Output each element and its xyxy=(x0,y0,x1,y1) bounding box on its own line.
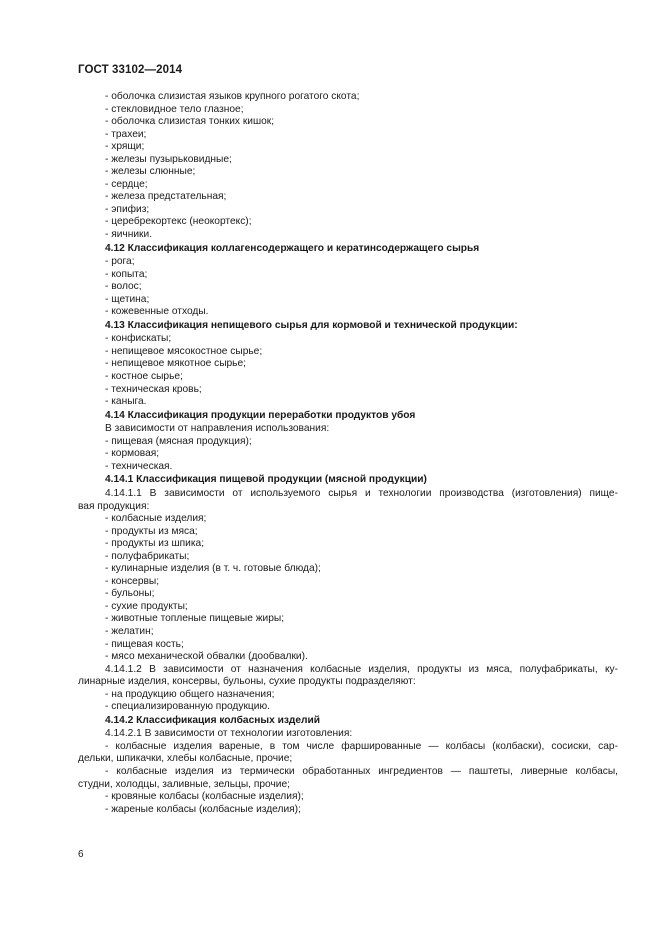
paragraph-continuation: дельки, шпикачки, хлебы колбасные, прочие; xyxy=(78,753,293,765)
paragraph-continuation: студни, холодцы, заливные, зельцы, прочие; xyxy=(78,778,290,790)
list-item: - консервы; xyxy=(105,575,160,587)
list-item: - трахеи; xyxy=(105,128,147,140)
list-item: - полуфабрикаты; xyxy=(105,550,190,562)
list-item: - кожевенные отходы. xyxy=(105,306,209,318)
paragraph-continuation: линарные изделия, консервы, бульоны, сухие продукты подразделяют: xyxy=(78,676,416,688)
document-header-title: ГОСТ 33102—2014 xyxy=(78,64,183,76)
list-item: - оболочка слизистая тонких кишок; xyxy=(105,116,275,128)
list-item: - оболочка слизистая языков крупного рогатого скота; xyxy=(105,91,360,102)
paragraph-line: В зависимости от направления использования: xyxy=(105,423,330,435)
document-body xyxy=(78,91,618,816)
section-heading: 4.14 Классификация продукции переработки продуктов убоя xyxy=(105,409,416,421)
list-item: - желатин; xyxy=(105,625,154,637)
list-item: - жареные колбасы (колбасные изделия); xyxy=(105,803,301,815)
list-item: - волос; xyxy=(105,281,142,293)
list-item: - сухие продукты; xyxy=(105,600,188,612)
list-item: - мясо механической обвалки (дообвалки). xyxy=(105,651,308,663)
list-item: - щетина; xyxy=(105,293,150,305)
section-heading: 4.13 Классификация непищевого сырья для кормовой и технической продукции: xyxy=(105,319,518,331)
list-item: - яичники. xyxy=(105,229,153,241)
list-item: - железы слюнные; xyxy=(105,166,196,178)
list-item: - животные топленые пищевые жиры; xyxy=(105,613,285,625)
list-item: - сердце; xyxy=(105,178,148,190)
list-item: - церебрекортекс (неокортекс); xyxy=(105,216,252,228)
paragraph-line: 4.14.1.2 В зависимости от назначения колбасные изделия, продукты из мяса, полуфабрикаты, ку- xyxy=(105,663,618,675)
list-item: - колбасные изделия; xyxy=(105,513,207,525)
section-heading: 4.14.2 Классификация колбасных изделий xyxy=(105,714,321,726)
section-heading: 4.12 Классификация коллагенсодержащего и кератинсодержащего сырья xyxy=(105,242,480,254)
list-item: - колбасные изделия из термически обработанных ингредиентов — паштеты, ливерные колбасы, xyxy=(105,765,618,777)
list-item: - железа предстательная; xyxy=(105,191,227,203)
section-heading: 4.14.1 Классификация пищевой продукции (мясной продукции) xyxy=(105,474,427,486)
list-item: - кормовая; xyxy=(105,448,160,460)
list-item: - бульоны; xyxy=(105,588,155,600)
list-item: - продукты из мяса; xyxy=(105,525,198,537)
list-item: - непищевое мясокостное сырье; xyxy=(105,345,263,357)
list-item: - эпифиз; xyxy=(105,203,150,215)
list-item: - кровяные колбасы (колбасные изделия); xyxy=(105,791,304,803)
list-item: - колбасные изделия вареные, в том числе фаршированные — колбасы (колбаски), сосиски, сар- xyxy=(105,740,618,752)
list-item: - техническая кровь; xyxy=(105,383,202,395)
list-item: - продукты из шпика; xyxy=(105,538,205,550)
list-item: - пищевая кость; xyxy=(105,638,184,650)
paragraph-line: 4.14.2.1 В зависимости от технологии изготовления: xyxy=(105,728,353,740)
paragraph-line: 4.14.1.1 В зависимости от используемого сырья и технологии производства (изготовления) пище- xyxy=(105,487,618,499)
list-item: - копыта; xyxy=(105,268,148,280)
list-item: - кулинарные изделия (в т. ч. готовые блюда); xyxy=(105,563,321,575)
page-number: 6 xyxy=(78,849,84,860)
list-item: - специализированную продукцию. xyxy=(105,701,270,713)
list-item: - каныга. xyxy=(105,396,147,408)
list-item: - на продукцию общего назначения; xyxy=(105,688,275,700)
list-item: - хрящи; xyxy=(105,141,145,153)
list-item: - техническая. xyxy=(105,460,173,472)
list-item: - конфискаты; xyxy=(105,333,172,345)
list-item: - костное сырье; xyxy=(105,371,183,383)
list-item: - железы пузырьковидные; xyxy=(105,153,232,165)
paragraph-continuation: вая продукция: xyxy=(78,500,150,512)
list-item: - рога; xyxy=(105,256,135,268)
list-item: - пищевая (мясная продукция); xyxy=(105,435,252,447)
list-item: - стекловидное тело глазное; xyxy=(105,103,244,115)
list-item: - непищевое мякотное сырье; xyxy=(105,358,246,370)
